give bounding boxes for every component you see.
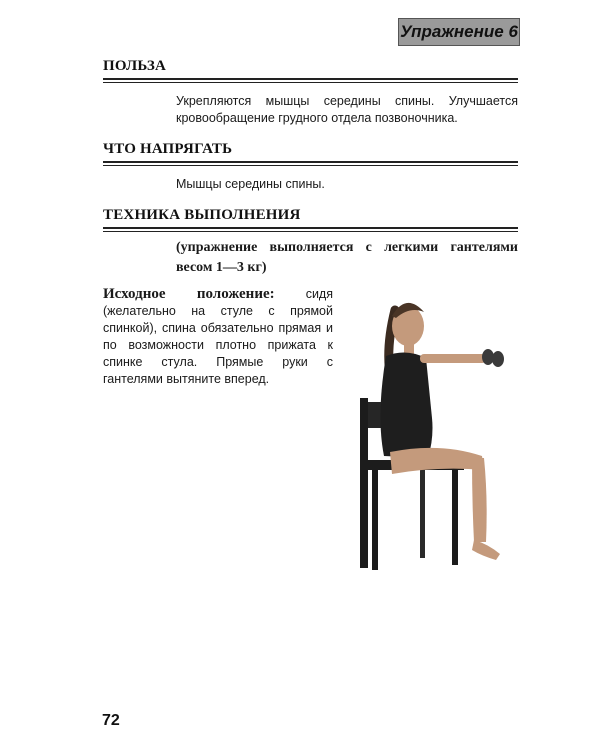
technique-heading: ТЕХНИКА ВЫПОЛНЕНИЯ xyxy=(103,207,301,223)
page-number: 72 xyxy=(102,712,120,729)
technique-rule xyxy=(103,227,518,232)
tension-text: Мышцы середины спины. xyxy=(176,177,325,191)
start-position-description: сидя (желательно на стуле с прямой спинкой), спина обязательно прямая и по возможности плотно прижата к спинке стула. Прямые руки с гантелями вытяните вперед. xyxy=(103,287,333,386)
tension-rule xyxy=(103,161,518,166)
tension-heading: ЧТО НАПРЯГАТЬ xyxy=(103,141,233,157)
start-position-label: Исходное положение: xyxy=(103,286,275,302)
exercise-photo xyxy=(350,290,530,590)
exercise-label: Упражнение 6 xyxy=(398,18,520,46)
benefit-heading: ПОЛЬЗА xyxy=(103,58,167,74)
start-position-text xyxy=(103,286,333,388)
benefit-rule xyxy=(103,78,518,83)
seated-woman xyxy=(380,303,504,560)
equipment-note: (упражнение выполняется с легкими гантелями весом 1—3 кг) xyxy=(176,240,518,275)
benefit-text: Укрепляются мышцы середины спины. Улучшается кровообращение грудного отдела позвоночника. xyxy=(176,94,518,125)
